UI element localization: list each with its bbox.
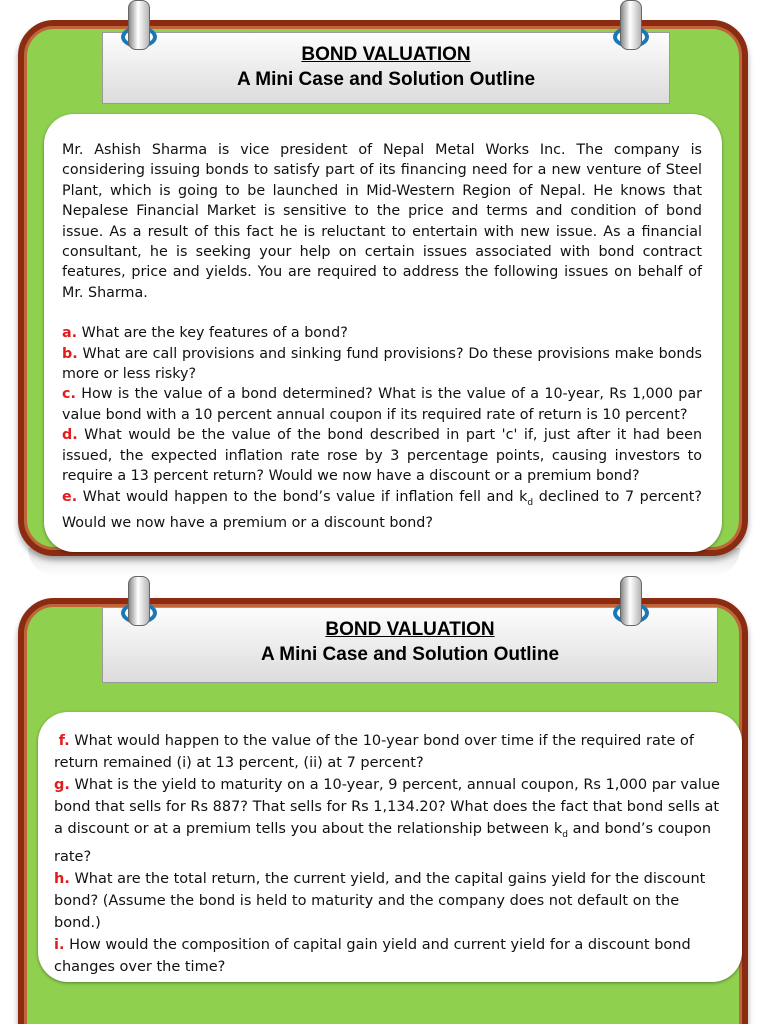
title-banner [102, 32, 670, 104]
question-d [62, 425, 702, 486]
question-text: What are call provisions and sinking fund provisions? Do these provisions make bonds more or less risky? [62, 345, 702, 383]
question-letter: d. [62, 427, 78, 444]
question-a [62, 323, 702, 343]
question-text: How would the composition of capital gain yield and current yield for a discount bond changes over the time? [54, 936, 691, 975]
subscript-d: d [527, 497, 534, 508]
question-g [54, 774, 722, 868]
question-b [62, 344, 702, 385]
question-text: What would happen to the value of the 10-year bond over time if the required rate of return remained (i) at 13 percent, (ii) at 7 percent? [54, 733, 695, 771]
question-h [54, 868, 722, 934]
question-letter: a. [62, 325, 78, 342]
question-text: What is the yield to maturity on a 10-year, 9 percent, annual coupon, Rs 1,000 par value bond that sells for Rs 887? That sells for Rs 1,134.20? What does the fact that bond sells at a discount or at a premium tells you about the relationship between k [54, 777, 720, 837]
binder-clip-right [616, 576, 646, 632]
case-text-panel [44, 114, 722, 552]
question-i [54, 934, 722, 978]
green-board [18, 20, 748, 556]
slide-title: BOND VALUATION [301, 44, 471, 65]
question-letter: i. [54, 936, 65, 953]
slide-subtitle: A Mini Case and Solution Outline [260, 644, 560, 665]
binder-clip-left [124, 0, 154, 56]
question-f [54, 730, 722, 774]
binder-clip-right [616, 0, 646, 56]
question-text: How is the value of a bond determined? What is the value of a 10-year, Rs 1,000 par value bond with a 10 percent annual coupon if its required rate of return is 10 percent? [62, 386, 703, 423]
slide-title: BOND VALUATION [325, 619, 495, 640]
question-letter: h. [54, 870, 70, 887]
question-text-end: and bond’s coupon rate? [54, 821, 712, 865]
subscript-d: d [562, 829, 568, 840]
question-text: What would be the value of the bond described in part 'c' if, just after it had been issued, the expected inflation rate rose by 3 percentage points, causing investors to require a 13 percent return? Would we now have a discount or a premium bond? [62, 427, 703, 485]
case-intro: Mr. Ashish Sharma is vice president of Nepal Metal Works Inc. The company is considering issuing bonds to satisfy part of its financing need for a new venture of Steel Plant, which is going to be launched in Mid-Western Region of Nepal. He knows that Nepalese Financial Market is sensitive to the price and terms and condition of bond issue. As a result of this fact he is reluctant to entertain with new issue. As a financial consultant, he is seeking your help on certain issues associated with bond contract features, price and yields. You are required to address the following issues on behalf of Mr. Sharma. [62, 142, 702, 301]
binder-clip-left [124, 576, 154, 632]
question-e [62, 487, 702, 534]
question-letter: f. [58, 733, 70, 749]
case-text-panel [38, 712, 742, 982]
slide-2 [0, 576, 768, 1024]
question-letter: g. [54, 777, 70, 793]
question-text: What are the total return, the current yield, and the capital gains yield for the discount bond? (Assume the bond is held to maturity and the company does not default on the bond.) [54, 870, 706, 931]
green-board [18, 598, 748, 1024]
question-letter: b. [62, 345, 78, 362]
question-text: What are the key features of a bond? [81, 325, 348, 342]
question-text-end: declined to 7 percent? Would we now have a premium or a discount bond? [62, 488, 702, 531]
slide-subtitle: A Mini Case and Solution Outline [236, 69, 536, 90]
question-c [62, 384, 702, 425]
question-text: What would happen to the bond’s value if inflation fell and k [82, 488, 528, 505]
question-letter: c. [62, 386, 76, 403]
question-letter: e. [62, 488, 78, 505]
